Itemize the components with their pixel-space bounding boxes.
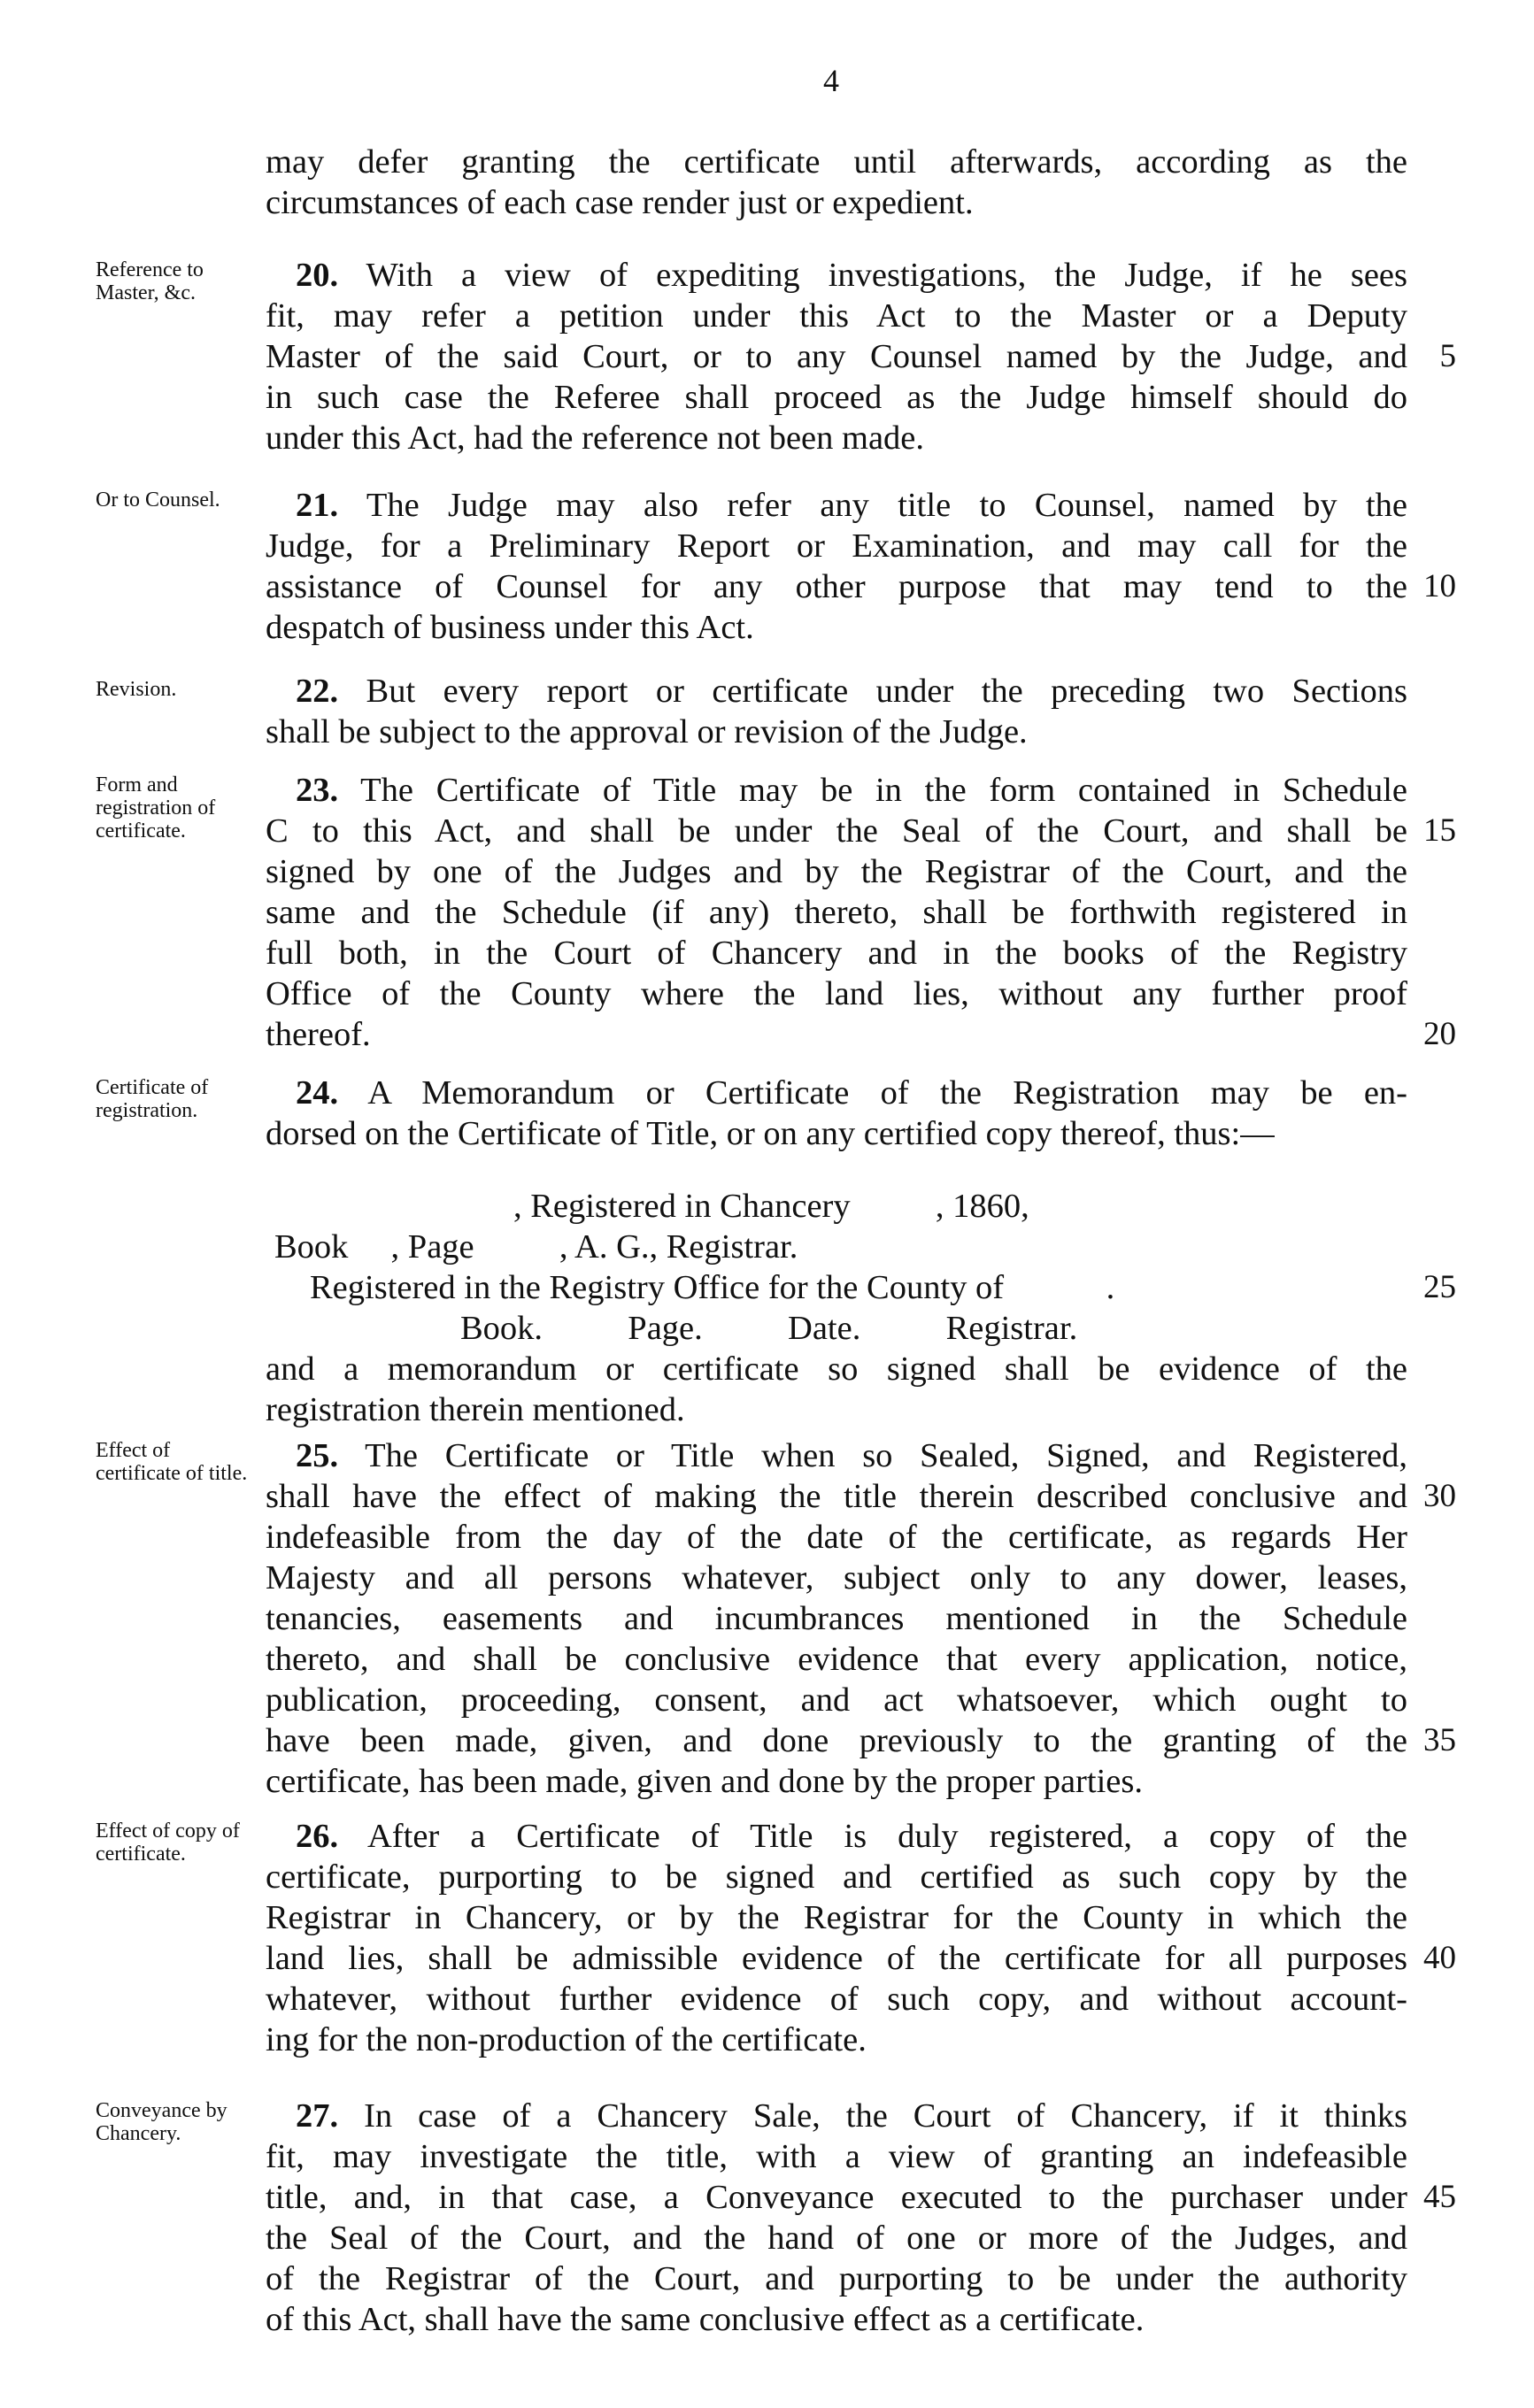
section-first-line	[266, 1435, 1407, 1476]
body-line: have been made, given, and done previously to the granting of the	[266, 1722, 1407, 1759]
section-first-line	[266, 671, 1407, 712]
body-line: circumstances of each case render just or expedient.	[266, 184, 974, 221]
body-text: The Judge may also refer any title to Counsel, named by the	[366, 487, 1407, 524]
body-text: A Memorandum or Certificate of the Registration may be en-	[367, 1074, 1407, 1112]
section-number: 22.	[296, 673, 339, 710]
body-line: whatever, without further evidence of such copy, and without account-	[266, 1981, 1407, 2018]
body-line: full both, in the Court of Chancery and in the books of the Registry	[266, 935, 1407, 972]
body-line: the Seal of the Court, and the hand of one or more of the Judges, and	[266, 2220, 1407, 2257]
margin-note: Revision.	[96, 678, 177, 701]
line-number: 45	[1423, 2179, 1456, 2215]
body-line: dorsed on the Certificate of Title, or on any certified copy thereof, thus:—	[266, 1115, 1275, 1152]
body-line: Office of the County where the land lies, without any further proof	[266, 975, 1407, 1012]
margin-note: Or to Counsel.	[96, 489, 220, 512]
section-first-line	[266, 770, 1407, 811]
body-line: certificate, has been made, given and done by the proper parties.	[266, 1763, 1143, 1800]
body-line: shall have the effect of making the title therein described conclusive and	[266, 1478, 1407, 1515]
body-line: in such case the Referee shall proceed as the Judge himself should do	[266, 379, 1407, 416]
body-line: Master of the said Court, or to any Counsel named by the Judge, and	[266, 338, 1407, 375]
form-line: , Registered in Chancery , 1860,	[513, 1188, 1029, 1225]
line-number: 40	[1423, 1940, 1456, 1976]
body-line: and a memorandum or certificate so signed shall be evidence of the	[266, 1350, 1407, 1388]
line-number: 20	[1423, 1016, 1456, 1052]
body-line: same and the Schedule (if any) thereto, shall be forthwith registered in	[266, 894, 1407, 931]
body-line: Judge, for a Preliminary Report or Examination, and may call for the	[266, 527, 1407, 565]
body-line: fit, may investigate the title, with a view of granting an indefeasible	[266, 2138, 1407, 2175]
body-line: Majesty and all persons whatever, subject only to any dower, leases,	[266, 1559, 1407, 1596]
section-number: 21.	[296, 487, 339, 524]
section-number: 25.	[296, 1437, 339, 1474]
body-line: indefeasible from the day of the date of the certificate, as regards Her	[266, 1519, 1407, 1556]
section-number: 23.	[296, 772, 339, 809]
form-line: Book , Page , A. G., Registrar.	[274, 1228, 798, 1266]
body-line: assistance of Counsel for any other purpose that may tend to the	[266, 568, 1407, 605]
line-number: 25	[1423, 1269, 1456, 1305]
form-line: Registered in the Registry Office for the County of .	[310, 1269, 1115, 1306]
page-number: 4	[823, 63, 839, 98]
body-line: under this Act, had the reference not been made.	[266, 419, 925, 457]
body-line: certificate, purporting to be signed and certified as such copy by the	[266, 1858, 1407, 1896]
body-line: fit, may refer a petition under this Act to the Master or a Deputy	[266, 297, 1407, 335]
section-first-line	[266, 485, 1407, 526]
margin-note: Effect of certificate of title.	[96, 1439, 248, 1485]
body-text: In case of a Chancery Sale, the Court of Chancery, if it thinks	[364, 2097, 1407, 2135]
section-number: 27.	[296, 2097, 339, 2135]
body-line: of the Registrar of the Court, and purporting to be under the authority	[266, 2260, 1407, 2297]
body-line: C to this Act, and shall be under the Seal of the Court, and shall be	[266, 812, 1407, 850]
body-text: The Certificate or Title when so Sealed, Signed, and Registered,	[365, 1437, 1407, 1474]
section-number: 26.	[296, 1818, 339, 1855]
line-number: 15	[1423, 812, 1456, 849]
line-number: 10	[1423, 568, 1456, 604]
body-line: land lies, shall be admissible evidence of the certificate for all purposes	[266, 1940, 1407, 1977]
body-line: thereto, and shall be conclusive evidence that every application, notice,	[266, 1641, 1407, 1678]
body-text: With a view of expediting investigations, the Judge, if he sees	[366, 257, 1407, 294]
section-first-line	[266, 1073, 1407, 1113]
body-line: signed by one of the Judges and by the Registrar of the Court, and the	[266, 853, 1407, 890]
body-text: The Certificate of Title may be in the form contained in Schedule	[360, 772, 1408, 809]
line-number: 5	[1439, 338, 1456, 374]
margin-note: Effect of copy of certificate.	[96, 1819, 240, 1866]
line-number: 35	[1423, 1722, 1456, 1758]
margin-note: Form and registration of certificate.	[96, 773, 216, 842]
body-line: tenancies, easements and incumbrances mentioned in the Schedule	[266, 1600, 1407, 1637]
form-line: Book. Page. Date. Registrar.	[460, 1310, 1078, 1347]
body-line: may defer granting the certificate until afterwards, according as the	[266, 143, 1407, 181]
body-line: thereof.	[266, 1016, 371, 1053]
line-number: 30	[1423, 1478, 1456, 1514]
body-line: title, and, in that case, a Conveyance executed to the purchaser under	[266, 2179, 1407, 2216]
section-first-line	[266, 2096, 1407, 2136]
margin-note: Certificate of registration.	[96, 1076, 209, 1122]
margin-note: Reference to Master, &c.	[96, 258, 204, 304]
margin-note: Conveyance by Chancery.	[96, 2099, 227, 2145]
section-number: 24.	[296, 1074, 339, 1112]
section-number: 20.	[296, 257, 339, 294]
section-first-line	[266, 1816, 1407, 1857]
body-text: But every report or certificate under the preceding two Sections	[366, 673, 1407, 710]
body-line: Registrar in Chancery, or by the Registrar for the County in which the	[266, 1899, 1407, 1936]
body-text: After a Certificate of Title is duly registered, a copy of the	[367, 1818, 1407, 1855]
section-first-line	[266, 255, 1407, 296]
body-line: publication, proceeding, consent, and act whatsoever, which ought to	[266, 1681, 1407, 1719]
body-line: despatch of business under this Act.	[266, 609, 754, 646]
body-line: registration therein mentioned.	[266, 1391, 685, 1428]
body-line: ing for the non-production of the certificate.	[266, 2021, 867, 2058]
body-line: shall be subject to the approval or revision of the Judge.	[266, 713, 1028, 750]
body-line: of this Act, shall have the same conclusive effect as a certificate.	[266, 2301, 1145, 2338]
